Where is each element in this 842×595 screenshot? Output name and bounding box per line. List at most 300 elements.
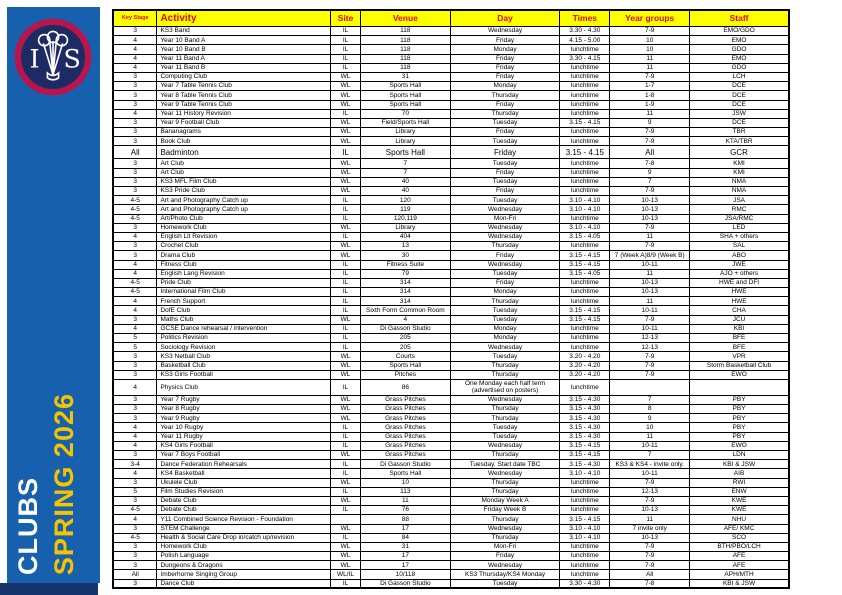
cell-day: Tuesday. Start date TBC <box>450 460 560 469</box>
cell-times: 3.15 - 4.15 <box>560 441 610 450</box>
cell-year-groups: 7-9 <box>610 370 690 379</box>
logo-letter-s: S <box>63 44 81 75</box>
cell-site: WL <box>331 395 361 404</box>
cell-venue: 205 <box>360 334 450 343</box>
cell-key-stage: 3 <box>113 187 157 196</box>
cell-venue: Di Gasson Studio <box>360 460 450 469</box>
table-row <box>113 395 789 404</box>
cell-day: Thursday <box>450 370 560 379</box>
table-row <box>113 278 789 287</box>
cell-times: lunchtime <box>560 91 610 100</box>
table-row <box>113 260 789 269</box>
cell-activity: Debate Club <box>157 506 331 515</box>
cell-key-stage: 4 <box>113 441 157 450</box>
cell-key-stage: 4 <box>113 63 157 72</box>
title-spring-2026: SPRING 2026 <box>49 392 79 575</box>
cell-site: WL <box>331 414 361 423</box>
cell-year-groups: 10-11 <box>610 260 690 269</box>
cell-year-groups: 1-8 <box>610 91 690 100</box>
cell-site: IL <box>331 63 361 72</box>
cell-day: Monday <box>450 324 560 333</box>
cell-activity: Homework Club <box>157 542 331 551</box>
cell-year-groups: 7-8 <box>610 159 690 168</box>
cell-staff: KBI & JSW <box>690 460 789 469</box>
cell-year-groups: 7-9 <box>610 27 690 36</box>
cell-site: IL <box>331 324 361 333</box>
cell-staff: JSA/RMC <box>690 214 789 223</box>
table-row <box>113 91 789 100</box>
cell-site: WL <box>331 370 361 379</box>
table-row <box>113 370 789 379</box>
cell-activity: Pride Club <box>157 278 331 287</box>
cell-key-stage: 5 <box>113 343 157 352</box>
table-row <box>113 542 789 551</box>
cell-day: Wednesday <box>450 27 560 36</box>
cell-venue: Sports Hall <box>360 469 450 478</box>
cell-activity: Fitness Club <box>157 260 331 269</box>
cell-activity: Year 8 Rugby <box>157 405 331 414</box>
cell-times: 3.15 - 4.30 <box>560 414 610 423</box>
cell-site: IL <box>331 27 361 36</box>
cell-year-groups: 7-9 <box>610 542 690 551</box>
cell-year-groups: 7-9 <box>610 352 690 361</box>
table-row <box>113 27 789 36</box>
cell-times: lunchtime <box>560 343 610 352</box>
cell-times: lunchtime <box>560 109 610 118</box>
table-row <box>113 379 789 395</box>
table-row <box>113 324 789 333</box>
cell-times: lunchtime <box>560 214 610 223</box>
cell-year-groups: 7 invite only <box>610 524 690 533</box>
table-row <box>113 405 789 414</box>
cell-times: 3.15 - 4.15 <box>560 260 610 269</box>
cell-key-stage: 3 <box>113 561 157 570</box>
cell-day: Wednesday <box>450 205 560 214</box>
cell-key-stage: 4 <box>113 306 157 315</box>
cell-staff: GDO <box>690 63 789 72</box>
cell-key-stage: 3 <box>113 542 157 551</box>
cell-year-groups: 7-9 <box>610 128 690 137</box>
cell-site: IL <box>331 278 361 287</box>
cell-times: 3.10 - 4.10 <box>560 205 610 214</box>
cell-key-stage: 3 <box>113 72 157 81</box>
cell-year-groups: 10-13 <box>610 506 690 515</box>
cell-activity: Polish Language <box>157 552 331 561</box>
cell-key-stage: 4 <box>113 232 157 241</box>
table-row <box>113 334 789 343</box>
cell-day: Tuesday <box>450 137 560 146</box>
cell-year-groups: KS3 & KS4 - invite only. <box>610 460 690 469</box>
cell-year-groups: 9 <box>610 168 690 177</box>
cell-activity: Ukulele Club <box>157 478 331 487</box>
cell-times: 3.15 - 4.15 <box>560 451 610 460</box>
cell-staff: KMI <box>690 168 789 177</box>
cell-venue: 4 <box>360 315 450 324</box>
cell-staff: LDN <box>690 451 789 460</box>
table-row <box>113 269 789 278</box>
cell-day: Friday <box>450 278 560 287</box>
cell-staff: HWE and DFI <box>690 278 789 287</box>
cell-site: IL <box>331 45 361 54</box>
table-row <box>113 214 789 223</box>
cell-key-stage: 3 <box>113 496 157 505</box>
cell-activity: KS3 Band <box>157 27 331 36</box>
cell-day: Friday <box>450 36 560 45</box>
cell-times: 3.15 - 4.30 <box>560 405 610 414</box>
cell-activity: Dance Club <box>157 579 331 588</box>
table-row <box>113 570 789 579</box>
cell-day: Mon-Fri <box>450 542 560 551</box>
cell-day: Tuesday <box>450 269 560 278</box>
cell-staff: PBY <box>690 414 789 423</box>
cell-activity: Health & Social Care Drop in/catch up/revision <box>157 533 331 542</box>
cell-site: IL <box>331 54 361 63</box>
cell-day: Friday <box>450 63 560 72</box>
table-row <box>113 109 789 118</box>
cell-site: WL <box>331 478 361 487</box>
cell-venue: Sports Hall <box>360 100 450 109</box>
table-row <box>113 159 789 168</box>
cell-site: WL/IL <box>331 570 361 579</box>
cell-activity: Film Studies Revision <box>157 487 331 496</box>
cell-year-groups: 11 <box>610 54 690 63</box>
cell-activity: KS3 Netball Club <box>157 352 331 361</box>
cell-year-groups: 10-11 <box>610 324 690 333</box>
cell-times: 3.15 - 4.30 <box>560 423 610 432</box>
table-row <box>113 72 789 81</box>
cell-activity: Year 9 Rugby <box>157 414 331 423</box>
cell-year-groups: 7-9 <box>610 478 690 487</box>
cell-key-stage: 3 <box>113 91 157 100</box>
cell-year-groups: 7-9 <box>610 552 690 561</box>
cell-staff: BFE <box>690 334 789 343</box>
table-row <box>113 478 789 487</box>
cell-key-stage: 3-4 <box>113 460 157 469</box>
cell-year-groups: 10-11 <box>610 469 690 478</box>
cell-venue: 314 <box>360 297 450 306</box>
cell-venue: Grass Pitches <box>360 423 450 432</box>
cell-key-stage: 3 <box>113 478 157 487</box>
cell-venue: 40 <box>360 187 450 196</box>
cell-venue: 79 <box>360 269 450 278</box>
footer-strip <box>0 583 98 595</box>
cell-times: lunchtime <box>560 159 610 168</box>
cell-venue: 120,119 <box>360 214 450 223</box>
cell-year-groups: 7-9 <box>610 242 690 251</box>
cell-venue: Library <box>360 128 450 137</box>
cell-venue: 7 <box>360 159 450 168</box>
cell-activity: Year 7 Table Tennis Club <box>157 82 331 91</box>
cell-venue: 31 <box>360 542 450 551</box>
table-row <box>113 579 789 588</box>
table-row <box>113 168 789 177</box>
cell-times: lunchtime <box>560 242 610 251</box>
cell-times: lunchtime <box>560 72 610 81</box>
cell-day: Friday <box>450 100 560 109</box>
cell-staff: EWO <box>690 370 789 379</box>
cell-key-stage: 3 <box>113 159 157 168</box>
cell-key-stage: 3 <box>113 82 157 91</box>
table-row <box>113 552 789 561</box>
cell-staff: RMC <box>690 205 789 214</box>
cell-times: lunchtime <box>560 478 610 487</box>
cell-staff: EMO <box>690 36 789 45</box>
cell-staff: PBY <box>690 395 789 404</box>
cell-day: Wednesday <box>450 469 560 478</box>
cell-activity: Maths Club <box>157 315 331 324</box>
cell-site: IL <box>331 334 361 343</box>
cell-year-groups: 12-13 <box>610 343 690 352</box>
cell-times: lunchtime <box>560 561 610 570</box>
cell-activity: Y11 Combined Science Revision - Foundation <box>157 515 331 524</box>
cell-key-stage: 3 <box>113 100 157 109</box>
cell-venue: Field/Sports Hall <box>360 118 450 127</box>
cell-site: WL <box>331 137 361 146</box>
cell-site: WL <box>331 251 361 260</box>
cell-year-groups <box>610 379 690 395</box>
cell-year-groups: 11 <box>610 515 690 524</box>
cell-year-groups: 12-13 <box>610 334 690 343</box>
cell-venue: 84 <box>360 533 450 542</box>
cell-activity: Imberhorne Singing Group <box>157 570 331 579</box>
header-times: Times <box>560 10 610 27</box>
cell-day: Friday <box>450 128 560 137</box>
cell-times: lunchtime <box>560 496 610 505</box>
cell-day: Thursday <box>450 515 560 524</box>
cell-key-stage: 4-5 <box>113 205 157 214</box>
cell-year-groups: 7-8 <box>610 579 690 588</box>
cell-year-groups: All <box>610 570 690 579</box>
cell-activity: KS4 Basketball <box>157 469 331 478</box>
cell-year-groups: 10 <box>610 423 690 432</box>
cell-day: Wednesday <box>450 223 560 232</box>
cell-day: Monday Week A <box>450 496 560 505</box>
cell-activity: English Lit Revision <box>157 232 331 241</box>
cell-times: 3.10 - 4.10 <box>560 524 610 533</box>
cell-venue: Library <box>360 223 450 232</box>
table-row <box>113 45 789 54</box>
cell-times: 3.10 - 4.10 <box>560 223 610 232</box>
cell-year-groups: 9 <box>610 118 690 127</box>
cell-key-stage: 3 <box>113 451 157 460</box>
cell-day: Friday <box>450 552 560 561</box>
cell-year-groups: 1-9 <box>610 100 690 109</box>
cell-venue: 76 <box>360 506 450 515</box>
cell-staff: ENW <box>690 487 789 496</box>
cell-staff: DCE <box>690 91 789 100</box>
cell-site: WL <box>331 72 361 81</box>
cell-venue: Grass Pitches <box>360 414 450 423</box>
table-row <box>113 352 789 361</box>
table-row <box>113 187 789 196</box>
table-row <box>113 451 789 460</box>
cell-key-stage: 4-5 <box>113 214 157 223</box>
cell-activity: International Film Club <box>157 288 331 297</box>
cell-key-stage: 4-5 <box>113 288 157 297</box>
cell-activity: Dungeons & Dragons <box>157 561 331 570</box>
cell-activity: KS3 Girls Football <box>157 370 331 379</box>
cell-key-stage: 3 <box>113 370 157 379</box>
cell-key-stage: 4 <box>113 54 157 63</box>
cell-staff: DCE <box>690 100 789 109</box>
cell-staff: RWI <box>690 478 789 487</box>
header-key-stage: Key Stage <box>113 10 157 27</box>
cell-times: lunchtime <box>560 334 610 343</box>
cell-key-stage: All <box>113 146 157 159</box>
cell-venue: 404 <box>360 232 450 241</box>
cell-staff: DCE <box>690 82 789 91</box>
table-row <box>113 137 789 146</box>
cell-day: One Monday each half term (advertised on posters) <box>450 379 560 395</box>
cell-year-groups: 10-13 <box>610 288 690 297</box>
cell-venue: 120 <box>360 196 450 205</box>
cell-times: lunchtime <box>560 297 610 306</box>
cell-site: WL <box>331 451 361 460</box>
cell-activity: Computing Club <box>157 72 331 81</box>
cell-times: lunchtime <box>560 288 610 297</box>
cell-year-groups: 10 <box>610 45 690 54</box>
cell-day: Thursday <box>450 414 560 423</box>
cell-venue: 17 <box>360 561 450 570</box>
cell-day: Tuesday <box>450 432 560 441</box>
cell-day: Mon-Fri <box>450 214 560 223</box>
cell-day: Monday <box>450 334 560 343</box>
cell-times: 3.20 - 4.20 <box>560 370 610 379</box>
cell-venue: Sports Hall <box>360 82 450 91</box>
cell-year-groups: All <box>610 146 690 159</box>
table-row <box>113 361 789 370</box>
cell-staff: BTH/PBO/LCH <box>690 542 789 551</box>
cell-site: IL <box>331 146 361 159</box>
cell-year-groups: 10-13 <box>610 196 690 205</box>
cell-site: WL <box>331 100 361 109</box>
cell-activity: Debate Club <box>157 496 331 505</box>
table-row <box>113 343 789 352</box>
table-row <box>113 223 789 232</box>
cell-key-stage: 4 <box>113 423 157 432</box>
cell-venue: Grass Pitches <box>360 441 450 450</box>
cell-venue: Di Gasson Studio <box>360 579 450 588</box>
cell-venue: Fitness Suite <box>360 260 450 269</box>
cell-key-stage: 3 <box>113 361 157 370</box>
cell-venue: Grass Pitches <box>360 395 450 404</box>
table-row <box>113 515 789 524</box>
cell-day: Friday <box>450 72 560 81</box>
cell-staff: APH/MTH <box>690 570 789 579</box>
cell-venue: 30 <box>360 251 450 260</box>
table-row <box>113 297 789 306</box>
cell-key-stage: 3 <box>113 168 157 177</box>
cell-site: WL <box>331 91 361 100</box>
cell-venue: 314 <box>360 288 450 297</box>
cell-year-groups: 1-7 <box>610 82 690 91</box>
header-year-groups: Year groups <box>610 10 690 27</box>
cell-year-groups: 11 <box>610 63 690 72</box>
cell-day: Thursday <box>450 361 560 370</box>
cell-activity: KS3 Pride Club <box>157 187 331 196</box>
cell-day: Friday <box>450 251 560 260</box>
cell-staff: Storm Basketball Club <box>690 361 789 370</box>
cell-staff: EMO <box>690 54 789 63</box>
header-day: Day <box>450 10 560 27</box>
cell-year-groups: 7-9 <box>610 315 690 324</box>
cell-venue: 119 <box>360 205 450 214</box>
cell-year-groups: 11 <box>610 297 690 306</box>
cell-activity: Crochet Club <box>157 242 331 251</box>
cell-key-stage: 4 <box>113 45 157 54</box>
cell-day: Thursday <box>450 451 560 460</box>
cell-year-groups: 7 <box>610 451 690 460</box>
cell-activity: Book Club <box>157 137 331 146</box>
table-row <box>113 306 789 315</box>
cell-times: 4.15 - 5.00 <box>560 36 610 45</box>
cell-activity: Year 11 Band A <box>157 54 331 63</box>
cell-activity: Year 7 Rugby <box>157 395 331 404</box>
cell-year-groups: 12-13 <box>610 487 690 496</box>
cell-site: IL <box>331 533 361 542</box>
cell-key-stage: 4-5 <box>113 278 157 287</box>
cell-site: WL <box>331 168 361 177</box>
cell-day: Tuesday <box>450 118 560 127</box>
cell-day: Thursday <box>450 405 560 414</box>
cell-staff: HWE <box>690 288 789 297</box>
cell-day: Tuesday <box>450 579 560 588</box>
cell-staff: KBI <box>690 324 789 333</box>
cell-key-stage: 4 <box>113 260 157 269</box>
cell-key-stage: 4 <box>113 432 157 441</box>
cell-staff: KTA/TBR <box>690 137 789 146</box>
table-row <box>113 432 789 441</box>
cell-site: WL <box>331 405 361 414</box>
cell-site: IL <box>331 36 361 45</box>
cell-year-groups: 11 <box>610 432 690 441</box>
cell-staff: KMI <box>690 159 789 168</box>
cell-year-groups: 10-13 <box>610 214 690 223</box>
cell-staff: AJO + others <box>690 269 789 278</box>
cell-staff: LCH <box>690 72 789 81</box>
cell-key-stage: 4 <box>113 469 157 478</box>
cell-activity: Art Club <box>157 159 331 168</box>
cell-day: Tuesday <box>450 159 560 168</box>
cell-staff: KBI & JSW <box>690 579 789 588</box>
cell-day: Thursday <box>450 242 560 251</box>
cell-key-stage: All <box>113 570 157 579</box>
cell-activity: KS3 MFL Film Club <box>157 177 331 186</box>
cell-site: IL <box>331 214 361 223</box>
cell-site: IL <box>331 506 361 515</box>
table-row <box>113 506 789 515</box>
cell-site: WL <box>331 128 361 137</box>
cell-site: IL <box>331 432 361 441</box>
cell-times: lunchtime <box>560 570 610 579</box>
table-row <box>113 496 789 505</box>
cell-activity: Physics Club <box>157 379 331 395</box>
cell-times: lunchtime <box>560 506 610 515</box>
table-row <box>113 196 789 205</box>
cell-venue: Library <box>360 137 450 146</box>
table-row <box>113 533 789 542</box>
table-row <box>113 36 789 45</box>
cell-activity: STEM Challenge <box>157 524 331 533</box>
table-header-row <box>113 10 789 27</box>
cell-year-groups: 7-9 <box>610 496 690 505</box>
cell-day: Wednesday <box>450 260 560 269</box>
cell-venue: 118 <box>360 54 450 63</box>
cell-staff: HWE <box>690 297 789 306</box>
cell-site: IL <box>331 343 361 352</box>
cell-day: Wednesday <box>450 441 560 450</box>
cell-key-stage: 4 <box>113 269 157 278</box>
